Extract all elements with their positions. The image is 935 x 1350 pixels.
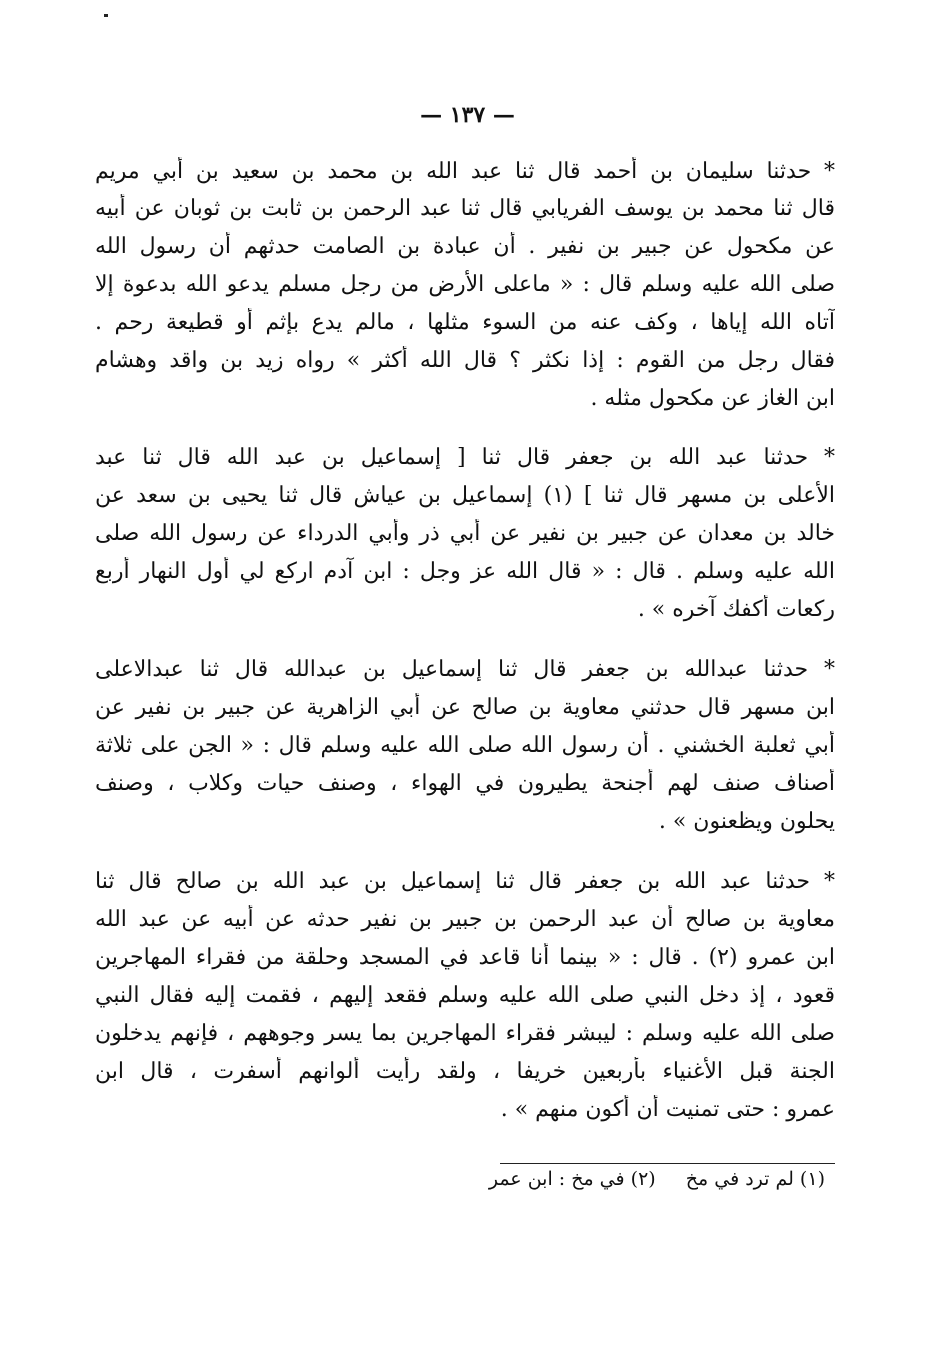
text-line: * حدثنا عبد الله بن جعفر قال ثنا [ إسماعيل بن عبد الله قال ثنا عبد	[95, 445, 835, 470]
text-line: قعود ، إذ دخل النبي صلى الله عليه وسلم فقعد إليهم ، فقمت إليه فقال النبي	[95, 983, 835, 1008]
text-line: الله عليه وسلم . قال : « قال الله عز وجل : ابن آدم اركع لي أول النهار أربع	[95, 559, 835, 584]
text-line: * حدثنا عبد الله بن جعفر قال ثنا إسماعيل بن عبد الله بن صالح قال ثنا	[95, 869, 835, 894]
text-line: أصناف صنف لهم أجنحة يطيرون في الهواء ، وصنف حيات وكلاب ، وصنف	[95, 771, 835, 796]
text-line: فقال رجل من القوم : إذا نكثر ؟ قال الله أكثر » رواه زيد بن واقد وهشام	[95, 348, 835, 373]
text-line: معاوية بن صالح أن عبد الرحمن بن جبير بن نفير حدثه عن أبيه عن عبد الله	[95, 907, 835, 932]
text-line: أبي ثعلبة الخشني . أن رسول الله صلى الله عليه وسلم قال : « الجن على ثلاثة	[95, 733, 835, 758]
text-line: ابن مسهر قال حدثني معاوية بن صالح عن أبي الزاهرية عن جبير بن نفير عن	[95, 695, 835, 720]
text-line: * حدثنا سليمان بن أحمد قال ثنا عبد الله بن محمد بن سعيد بن أبي مريم	[95, 159, 835, 184]
footnote-1: (١) لم ترد في مخ	[685, 1168, 825, 1190]
text-line: يحلون ويظعنون » .	[658, 809, 835, 834]
text-line: الأعلى بن مسهر قال ثنا ] (١) إسماعيل بن عياش قال ثنا يحيى بن سعد عن	[95, 483, 835, 508]
footnote-2: (٢) في مخ : ابن عمر	[488, 1168, 656, 1190]
scan-mark	[104, 14, 108, 17]
text-line: آتاه الله إياها ، وكف عنه من السوء مثلها ، مالم يدع بإثم أو قطيعة رحم .	[95, 310, 835, 335]
text-line: صلى الله عليه وسلم قال : « ماعلى الأرض من رجل مسلم يدعو الله بدعوة إلا	[95, 272, 835, 297]
footnote-divider	[500, 1163, 835, 1164]
text-line: * حدثنا عبدالله بن جعفر قال ثنا إسماعيل بن عبدالله قال ثنا عبدالاعلى	[95, 657, 835, 682]
text-line: عمرو : حتى تمنيت أن أكون منهم » .	[500, 1097, 835, 1122]
page-number: — ١٣٧ —	[420, 102, 515, 128]
text-line: صلى الله عليه وسلم : ليبشر فقراء المهاجرين بما يسر وجوههم ، فإنهم يدخلون	[95, 1021, 835, 1046]
footnotes	[465, 1165, 825, 1193]
text-line: ركعات أكفك آخره » .	[637, 597, 835, 622]
text-line: خالد بن معدان عن جبير بن نفير عن أبي ذر وأبي الدرداء عن رسول الله صلى	[95, 521, 835, 546]
text-line: الجنة قبل الأغنياء بأربعين خريفا ، ولقد رأيت ألوانهم أسفرت ، قال ابن	[95, 1059, 835, 1084]
text-line: ابن عمرو (٢) . قال : « بينما أنا قاعد في المسجد وحلقة من فقراء المهاجرين	[95, 945, 835, 970]
text-line: ابن الغاز عن مكحول مثله .	[590, 386, 835, 411]
text-line: عن مكحول عن جبير بن نفير . أن عبادة بن الصامت حدثهم أن رسول الله	[95, 234, 835, 259]
text-line: قال ثنا محمد بن يوسف الفريابي قال ثنا عبد الرحمن بن ثابت بن ثوبان عن أبيه	[95, 196, 835, 221]
